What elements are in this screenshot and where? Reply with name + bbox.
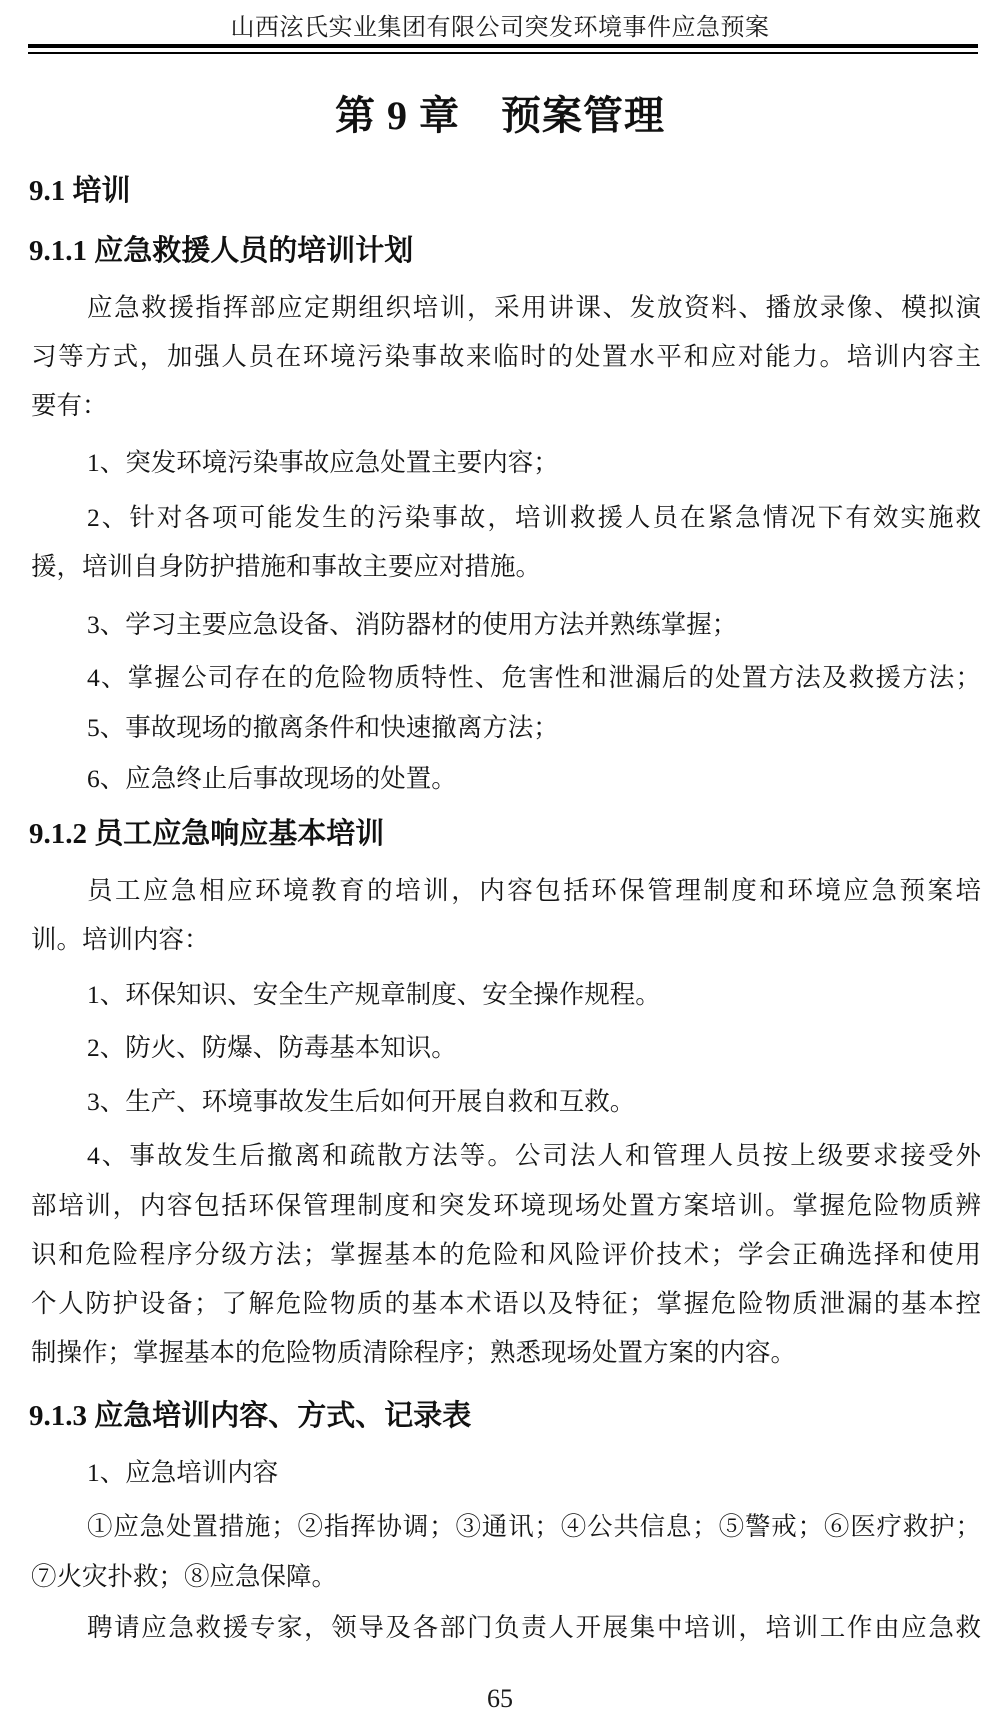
heading-9-1-3: 9.1.3 应急培训内容、方式、记录表 bbox=[29, 1400, 472, 1432]
body-line: 3、生产、环境事故发生后如何开展自救和互救。 bbox=[87, 1087, 636, 1116]
body-line: 应急救援指挥部应定期组织培训，采用讲课、发放资料、播放录像、模拟演 bbox=[87, 293, 981, 322]
body-line: 4、事故发生后撤离和疏散方法等。公司法人和管理人员按上级要求接受外 bbox=[87, 1141, 981, 1170]
heading-9-1: 9.1 培训 bbox=[29, 175, 131, 207]
body-line: 援，培训自身防护措施和事故主要应对措施。 bbox=[31, 552, 542, 581]
body-line: 员工应急相应环境教育的培训，内容包括环保管理制度和环境应急预案培 bbox=[87, 876, 981, 905]
page-header-title: 山西泫氏实业集团有限公司突发环境事件应急预案 bbox=[230, 15, 770, 41]
header-rule-thin bbox=[28, 52, 978, 54]
body-line: 训。培训内容： bbox=[31, 925, 210, 954]
body-line: 要有： bbox=[31, 391, 108, 420]
header-rule-thick bbox=[28, 44, 978, 48]
body-line: 个人防护设备；了解危险物质的基本术语以及特征；掌握危险物质泄漏的基本控 bbox=[31, 1289, 981, 1318]
body-line: 2、防火、防爆、防毒基本知识。 bbox=[87, 1033, 457, 1062]
body-line: 制操作；掌握基本的危险物质清除程序；熟悉现场处置方案的内容。 bbox=[31, 1338, 797, 1367]
body-line: 5、事故现场的撤离条件和快速撤离方法； bbox=[87, 713, 559, 742]
body-line: 部培训，内容包括环保管理制度和突发环境现场处置方案培训。掌握危险物质辨 bbox=[31, 1191, 981, 1220]
body-line: 2、针对各项可能发生的污染事故，培训救援人员在紧急情况下有效实施救 bbox=[87, 503, 981, 532]
chapter-title: 第 9 章 预案管理 bbox=[335, 93, 665, 138]
body-line: 1、环保知识、安全生产规章制度、安全操作规程。 bbox=[87, 980, 661, 1009]
body-line: 4、掌握公司存在的危险物质特性、危害性和泄漏后的处置方法及救援方法； bbox=[87, 663, 981, 692]
heading-9-1-1: 9.1.1 应急救援人员的培训计划 bbox=[29, 235, 414, 267]
body-line: 习等方式，加强人员在环境污染事故来临时的处置水平和应对能力。培训内容主 bbox=[31, 342, 981, 371]
page-number: 65 bbox=[487, 1684, 513, 1712]
body-line: 识和危险程序分级方法；掌握基本的危险和风险评价技术；学会正确选择和使用 bbox=[31, 1240, 981, 1269]
body-line: ①应急处置措施；②指挥协调；③通讯；④公共信息；⑤警戒；⑥医疗救护； bbox=[87, 1512, 981, 1541]
body-line: 3、学习主要应急设备、消防器材的使用方法并熟练掌握； bbox=[87, 610, 738, 639]
body-line: 1、应急培训内容 bbox=[87, 1458, 279, 1487]
body-line: 聘请应急救援专家，领导及各部门负责人开展集中培训，培训工作由应急救 bbox=[87, 1613, 981, 1642]
body-line: 6、应急终止后事故现场的处置。 bbox=[87, 764, 457, 793]
body-line: ⑦火灾扑救；⑧应急保障。 bbox=[31, 1562, 338, 1591]
heading-9-1-2: 9.1.2 员工应急响应基本培训 bbox=[29, 818, 385, 850]
body-line: 1、突发环境污染事故应急处置主要内容； bbox=[87, 448, 559, 477]
